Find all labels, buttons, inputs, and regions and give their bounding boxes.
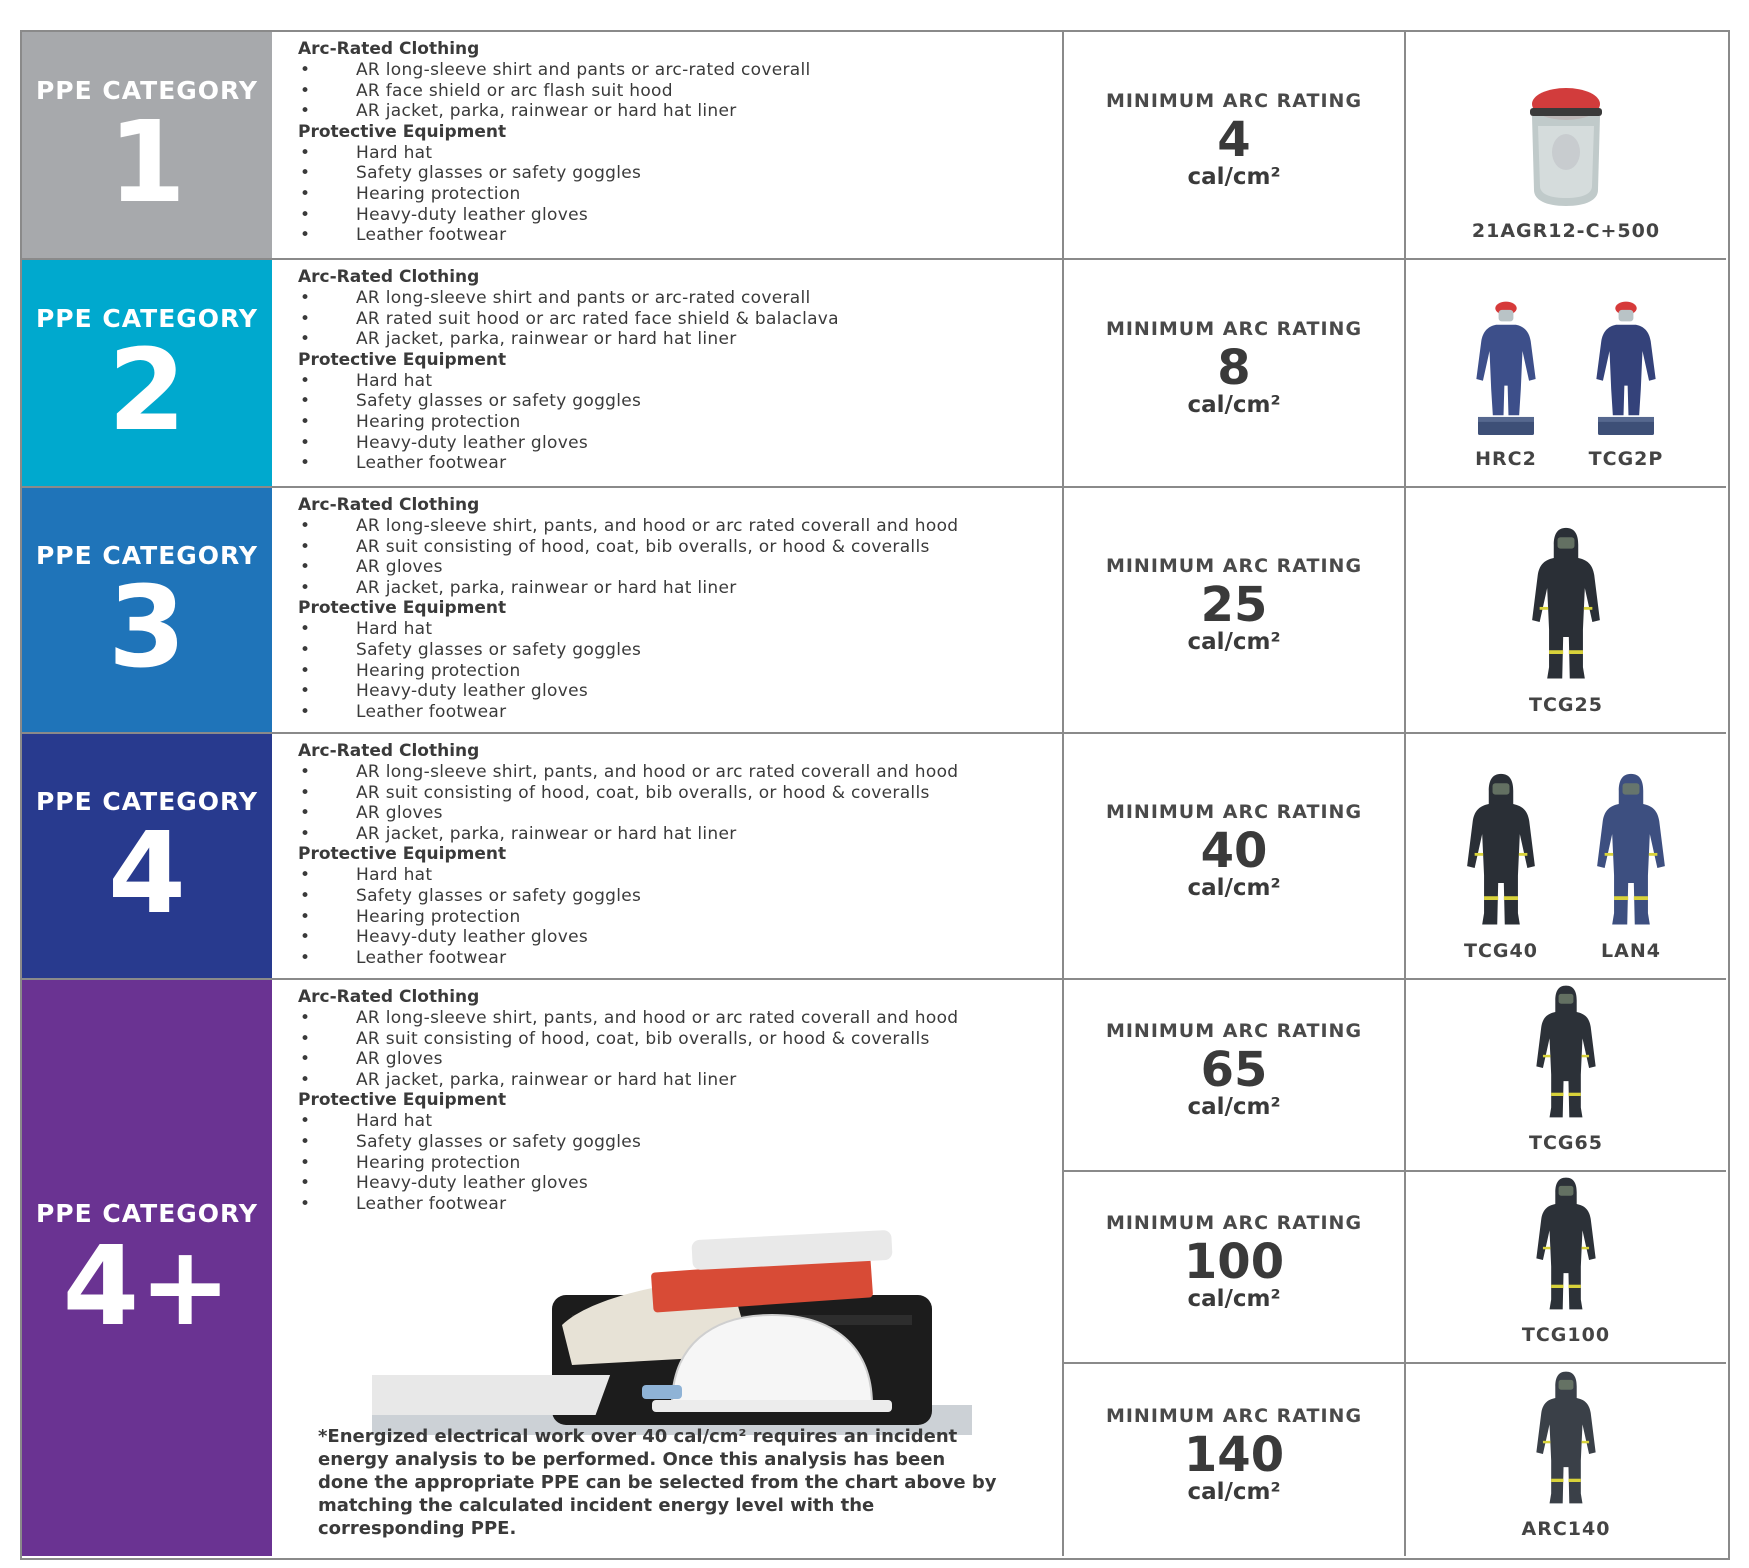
list-item: • AR gloves [298, 1049, 1062, 1070]
list-item: • AR jacket, parka, rainwear or hard hat liner [298, 1070, 1062, 1091]
coverall-icon [1586, 300, 1666, 440]
rating-label: MINIMUM ARC RATING [1105, 1020, 1363, 1042]
product-code: LAN4 [1601, 940, 1661, 962]
list-item: • Safety glasses or safety goggles [298, 391, 1062, 412]
category-2-products [1406, 260, 1726, 488]
category-number: 2 [108, 325, 186, 456]
arc-rating-1 [1064, 32, 1406, 260]
product-item [1526, 984, 1606, 1154]
rating-label: MINIMUM ARC RATING [1105, 1212, 1363, 1234]
category-2-requirements [272, 260, 1064, 488]
rating-value: 25 [1200, 577, 1268, 633]
rating-value: 100 [1183, 1234, 1285, 1290]
incident-energy-note: *Energized electrical work over 40 cal/cm² requires an incident energy analysis to be performed. Once this analysis has been done the appropriate PPE can be selected from the chart above by matching the calculated incident energy level with the corresponding PPE. [318, 1426, 997, 1539]
arc-clothing-heading: Arc-Rated Clothing [298, 267, 480, 287]
product-code: TCG40 [1464, 940, 1538, 962]
list-item: • AR jacket, parka, rainwear or hard hat liner [298, 329, 1062, 350]
category-4-products [1406, 734, 1726, 980]
list-item: • Heavy-duty leather gloves [298, 205, 1062, 226]
list-item: • Leather footwear [298, 1194, 1062, 1215]
list-item: • AR jacket, parka, rainwear or hard hat liner [298, 578, 1062, 599]
product-item [1456, 772, 1546, 962]
ppe-category-chart [20, 30, 1730, 1560]
list-item: • Heavy-duty leather gloves [298, 1173, 1062, 1194]
product-code: HRC2 [1475, 448, 1537, 470]
list-item: • Hearing protection [298, 907, 1062, 928]
list-item: • AR gloves [298, 803, 1062, 824]
category-label: PPE CATEGORY [35, 303, 259, 333]
category-3-panel [22, 488, 272, 734]
category-4plus-product-65 [1406, 980, 1726, 1172]
list-item: • Safety glasses or safety goggles [298, 1132, 1062, 1153]
rating-unit: cal/cm² [1187, 1479, 1281, 1505]
list-item: • Heavy-duty leather gloves [298, 681, 1062, 702]
face-shield-icon [1516, 82, 1616, 212]
category-1-products [1406, 32, 1726, 260]
list-item: • AR suit consisting of hood, coat, bib overalls, or hood & coveralls [298, 783, 1062, 804]
product-item [1466, 300, 1546, 470]
category-label: PPE CATEGORY [35, 1198, 259, 1228]
product-code: TCG65 [1529, 1132, 1603, 1154]
list-item: • Leather footwear [298, 702, 1062, 723]
rating-label: MINIMUM ARC RATING [1105, 318, 1363, 340]
list-item: • Heavy-duty leather gloves [298, 927, 1062, 948]
list-item: • AR long-sleeve shirt and pants or arc-rated coverall [298, 60, 1062, 81]
category-number: 4 [108, 808, 186, 939]
category-label: PPE CATEGORY [35, 75, 259, 105]
rating-value: 4 [1217, 112, 1251, 168]
list-item: • Hearing protection [298, 412, 1062, 433]
category-label: PPE CATEGORY [35, 786, 259, 816]
product-item [1522, 1176, 1610, 1346]
list-item: • Hard hat [298, 619, 1062, 640]
arc-flash-suit-icon [1586, 772, 1676, 932]
list-item: • AR long-sleeve shirt, pants, and hood or arc rated coverall and hood [298, 516, 1062, 537]
arc-flash-suit-icon [1456, 772, 1546, 932]
rating-label: MINIMUM ARC RATING [1105, 555, 1363, 577]
list-item: • AR gloves [298, 557, 1062, 578]
category-3-products [1406, 488, 1726, 734]
product-item [1586, 772, 1676, 962]
list-item: • Hearing protection [298, 1153, 1062, 1174]
rating-unit: cal/cm² [1187, 629, 1281, 655]
rating-unit: cal/cm² [1187, 392, 1281, 418]
product-code: 21AGR12-C+500 [1471, 220, 1661, 242]
category-4-panel [22, 734, 272, 980]
list-item: • Leather footwear [298, 453, 1062, 474]
arc-clothing-heading: Arc-Rated Clothing [298, 495, 480, 515]
product-code: ARC140 [1521, 1518, 1611, 1540]
product-item [1472, 82, 1660, 242]
list-item: • Hard hat [298, 143, 1062, 164]
rating-value: 40 [1200, 823, 1268, 879]
list-item: • AR jacket, parka, rainwear or hard hat liner [298, 824, 1062, 845]
category-1-requirements [272, 32, 1064, 260]
arc-clothing-heading: Arc-Rated Clothing [298, 741, 480, 761]
list-item: • AR suit consisting of hood, coat, bib overalls, or hood & coveralls [298, 537, 1062, 558]
list-item: • Hearing protection [298, 661, 1062, 682]
list-item: • Safety glasses or safety goggles [298, 640, 1062, 661]
arc-flash-suit-icon [1526, 1176, 1606, 1316]
arc-rating-7 [1064, 1364, 1406, 1556]
protective-equipment-heading: Protective Equipment [298, 121, 507, 142]
category-number: 1 [108, 97, 186, 228]
list-item: • AR rated suit hood or arc rated face shield & balaclava [298, 309, 1062, 330]
category-3-requirements [272, 488, 1064, 734]
rating-unit: cal/cm² [1187, 1094, 1281, 1120]
product-item [1586, 300, 1666, 470]
list-item: • Hearing protection [298, 184, 1062, 205]
arc-rating-2 [1064, 260, 1406, 488]
list-item: • AR jacket, parka, rainwear or hard hat liner [298, 101, 1062, 122]
list-item: • AR suit consisting of hood, coat, bib overalls, or hood & coveralls [298, 1029, 1062, 1050]
category-number: 3 [108, 562, 186, 693]
category-4plus-panel [22, 980, 272, 1556]
rating-label: MINIMUM ARC RATING [1105, 1405, 1363, 1427]
list-item: • Safety glasses or safety goggles [298, 163, 1062, 184]
rating-label: MINIMUM ARC RATING [1105, 801, 1363, 823]
arc-rating-5 [1064, 980, 1406, 1172]
protective-equipment-heading: Protective Equipment [298, 844, 507, 865]
list-item: • Leather footwear [298, 948, 1062, 969]
list-item: • Hard hat [298, 371, 1062, 392]
category-4plus-product-140 [1406, 1364, 1726, 1556]
list-item: • Heavy-duty leather gloves [298, 433, 1062, 454]
coverall-icon [1466, 300, 1546, 440]
list-item: • AR long-sleeve shirt, pants, and hood or arc rated coverall and hood [298, 762, 1062, 783]
category-label: PPE CATEGORY [35, 540, 259, 570]
category-1-panel [22, 32, 272, 260]
arc-rating-3 [1064, 488, 1406, 734]
list-item: • AR face shield or arc flash suit hood [298, 81, 1062, 102]
list-item: • Hard hat [298, 865, 1062, 886]
list-item: • Leather footwear [298, 225, 1062, 246]
category-number: 4+ [62, 1221, 232, 1350]
arc-flash-suit-icon [1521, 526, 1611, 686]
arc-clothing-heading: Arc-Rated Clothing [298, 987, 480, 1007]
safety-kit-photo [372, 1205, 972, 1435]
rating-unit: cal/cm² [1187, 164, 1281, 190]
list-item: • Hard hat [298, 1111, 1062, 1132]
protective-equipment-heading: Protective Equipment [298, 598, 507, 619]
rating-value: 65 [1200, 1042, 1268, 1098]
arc-rating-4 [1064, 734, 1406, 980]
arc-flash-suit-icon [1526, 984, 1606, 1124]
arc-clothing-heading: Arc-Rated Clothing [298, 39, 480, 59]
product-code: TCG2P [1588, 448, 1664, 470]
product-item [1521, 526, 1611, 716]
rating-value: 140 [1183, 1427, 1285, 1483]
arc-rating-6 [1064, 1172, 1406, 1364]
rating-unit: cal/cm² [1187, 875, 1281, 901]
category-2-panel [22, 260, 272, 488]
protective-equipment-heading: Protective Equipment [298, 349, 507, 370]
list-item: • Safety glasses or safety goggles [298, 886, 1062, 907]
arc-flash-suit-icon [1526, 1370, 1606, 1510]
category-4-requirements [272, 734, 1064, 980]
category-4plus-requirements [272, 980, 1064, 1556]
product-item [1522, 1370, 1611, 1540]
rating-value: 8 [1217, 340, 1251, 396]
rating-label: MINIMUM ARC RATING [1105, 90, 1363, 112]
list-item: • AR long-sleeve shirt, pants, and hood or arc rated coverall and hood [298, 1008, 1062, 1029]
product-code: TCG25 [1529, 694, 1603, 716]
rating-unit: cal/cm² [1187, 1286, 1281, 1312]
product-code: TCG100 [1521, 1324, 1611, 1346]
category-4plus-product-100 [1406, 1172, 1726, 1364]
list-item: • AR long-sleeve shirt and pants or arc-rated coverall [298, 288, 1062, 309]
protective-equipment-heading: Protective Equipment [298, 1090, 507, 1111]
